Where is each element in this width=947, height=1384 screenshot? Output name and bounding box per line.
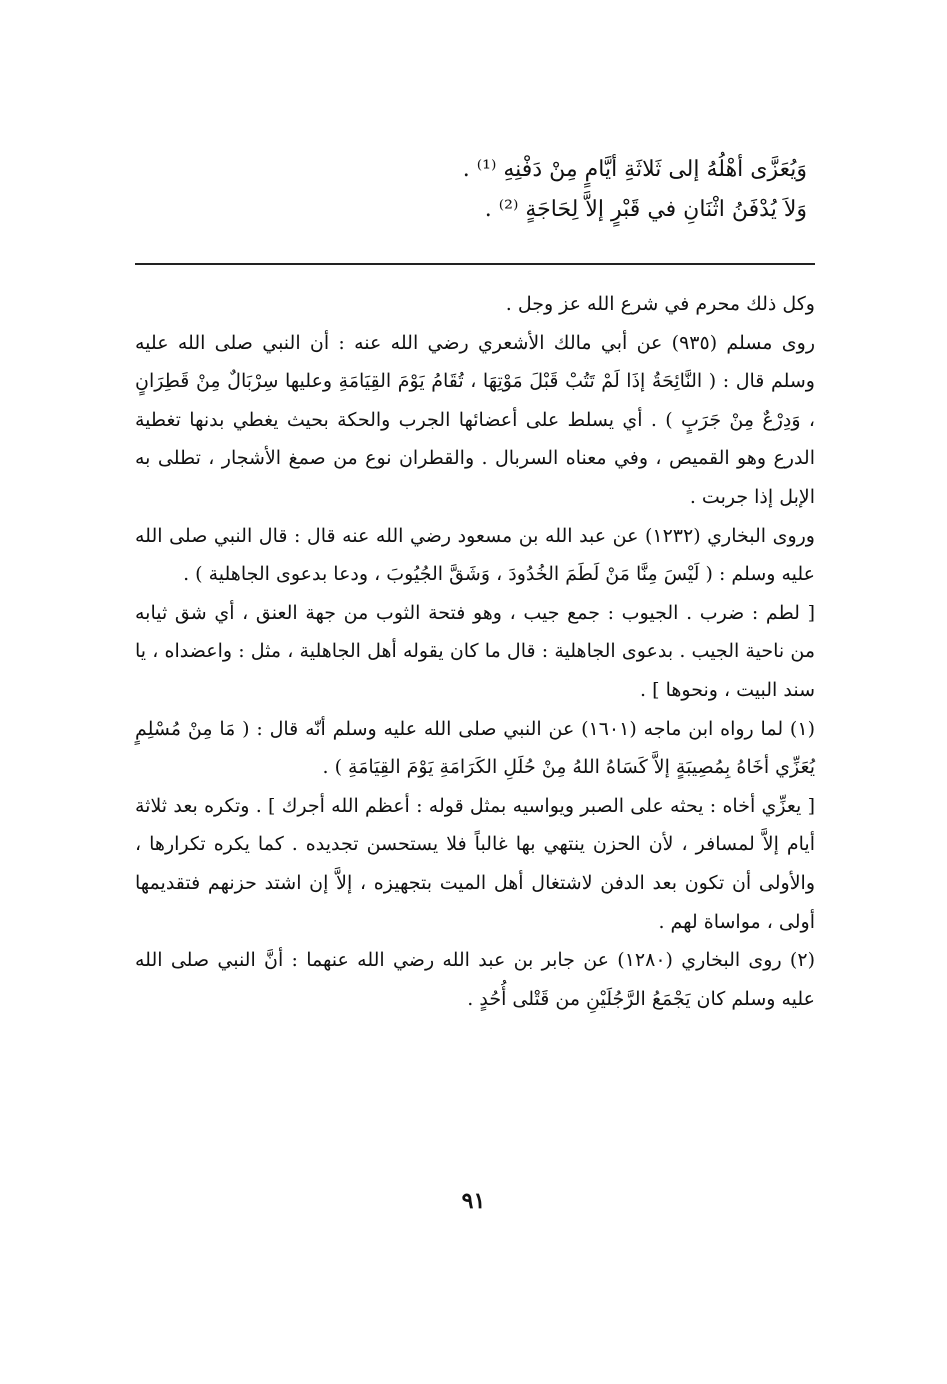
footnote-paragraph: [ لطم : ضرب . الجيوب : جمع جيب ، وهو فتحة الثوب من جهة العنق ، أي شق ثيابه من ناحية الجيب . بدعوى الجاهلية : قال ما كان يقوله أهل الجاهلية ، مثل : واعضداه ، يا سند البيت ، ونحوها ] .: [135, 601, 815, 701]
main-text-line: وَيُعَزَّى أهْلُهُ إلى ثَلاثَةِ أيَّامٍ مِنْ دَفْنِهِ ⁽¹⁾ .: [462, 157, 807, 182]
footnote-paragraph: وكل ذلك محرم في شرع الله عز وجل .: [505, 293, 815, 315]
footnote-paragraph: (١) لما رواه ابن ماجه (١٦٠١) عن النبي صلى الله عليه وسلم أنّه قال : ( مَا مِنْ مُسْلِمٍ يُعَزِّي أخَاهُ بِمُصِيبَةٍ إلاَّ كَسَاهُ اللهُ مِنْ حُلَلِ الكَرَامَةِ يَوْمَ القِيَامَةِ ) .: [135, 717, 815, 779]
main-text-block: [137, 150, 807, 230]
footnote-paragraph: [ يعزِّي أخاه : يحثه على الصبر ويواسيه بمثل قوله : أعظم الله أجرك ] . وتكره بعد ثلاثة أيام إلاَّ لمسافر ، لأن الحزن ينتهي بها غالباً فلا يستحسن تجديده . كما يكره تكرارها ، والأولى أن تكون بعد الدفن لاشتغال أهل الميت بتجهيزه ، إلاَّ إن اشتد حزنهم فتقديمها أولى ، مواساة لهم .: [135, 794, 815, 933]
footnotes-block: [135, 285, 815, 1018]
footnote-divider: [135, 263, 815, 265]
main-text-line: وَلاَ يُدْفَنُ اثْنَانِ في قَبْرٍ إلاَّ لِحَاجَةٍ ⁽²⁾ .: [484, 197, 807, 222]
footnote-paragraph: روى مسلم (٩٣٥) عن أبي مالك الأشعري رضي الله عنه : أن النبي صلى الله عليه وسلم قال : ( النَّائِحَةُ إذَا لَمْ تَتُبْ قَبْلَ مَوْتِهَا ، تُقَامُ يَوْمَ القِيَامَةِ وعليها سِرْبَالٌ مِنْ قَطِرَانٍ ، وَدِرْعٌ مِنْ جَرَبٍ ) . أي يسلط على أعضائها الجرب والحكة بحيث يغطي بدنها تغطية الدرع وهو القميص ، وفي معناه السربال . والقطران نوع من صمغ الأشجار ، تطلى به الإبل إذا جربت .: [135, 331, 815, 508]
page-number: ٩١: [461, 1188, 486, 1214]
footnote-paragraph: وروى البخاري (١٢٣٢) عن عبد الله بن مسعود رضي الله عنه قال : قال النبي صلى الله عليه وسلم : ( لَيْسَ مِنَّا مَنْ لَطَمَ الخُدُودَ ، وَشَقَّ الجُيُوبَ ، ودعا بدعوى الجاهلية ) .: [135, 524, 815, 586]
footnote-paragraph: (٢) روى البخاري (١٢٨٠) عن جابر بن عبد الله رضي الله عنهما : أنَّ النبي صلى الله عليه وسلم كان يَجْمَعُ الرَّجُلَيْنِ من قَتْلى أُحُدٍ .: [135, 949, 815, 1010]
